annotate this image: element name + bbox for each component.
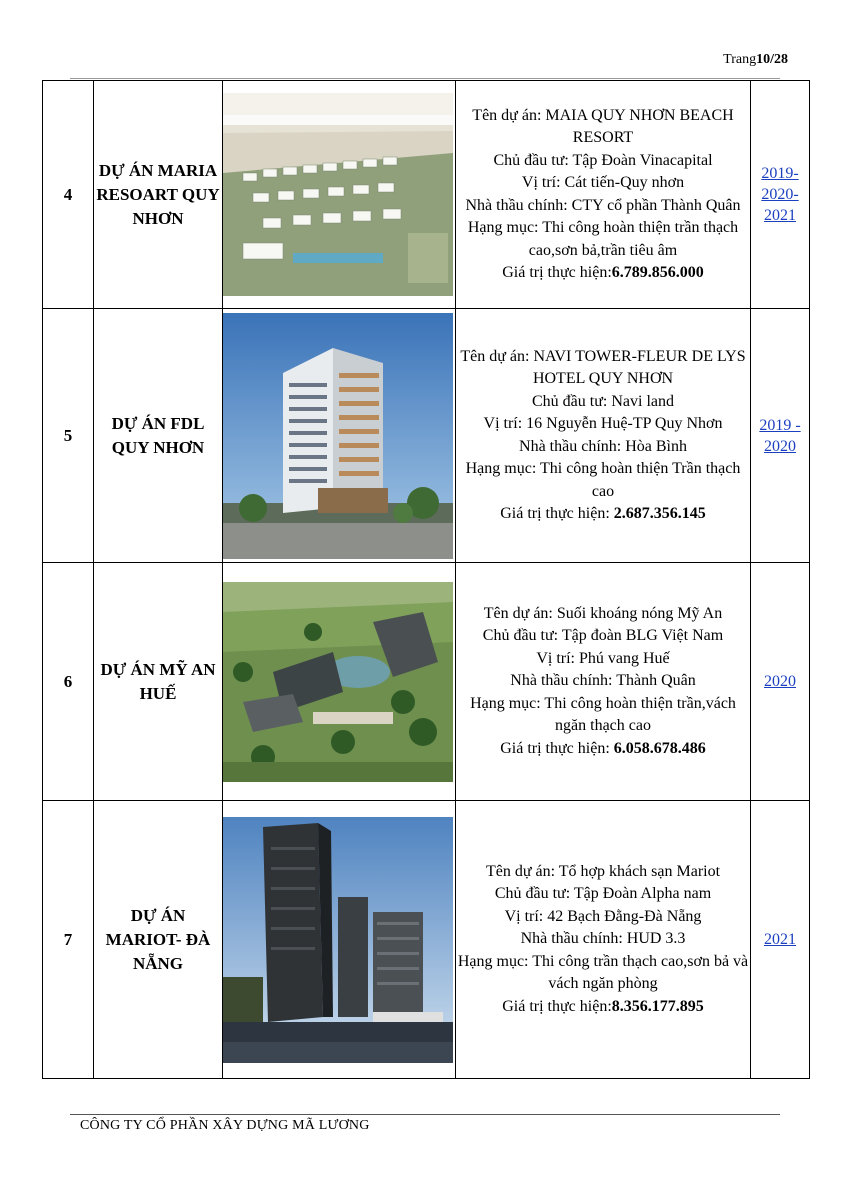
- project-year-link[interactable]: 2019 - 2020: [759, 416, 801, 455]
- project-contractor: Nhà thầu chính: CTY cổ phần Thành Quân: [465, 196, 741, 214]
- project-details: [456, 81, 751, 309]
- page-count: 10/28: [756, 52, 788, 67]
- project-contractor: Nhà thầu chính: Hòa Bình: [519, 437, 687, 455]
- project-scope: Hạng mục: Thi công trần thạch cao,sơn bả và vách ngăn phòng: [457, 952, 749, 993]
- project-value: [456, 503, 750, 526]
- row-number: 5: [43, 309, 94, 563]
- value-amount: 8.356.177.895: [611, 997, 704, 1015]
- project-location: Vị trí: Phú vang Huế: [536, 649, 670, 667]
- project-table: [42, 80, 810, 1079]
- project-investor: Chủ đầu tư: Tập đoàn BLG Việt Nam: [482, 627, 724, 645]
- value-label: Giá trị thực hiện:: [502, 997, 612, 1015]
- project-name: DỰ ÁN MARIA RESOART QUY NHƠN: [94, 81, 223, 309]
- value-amount: 2.687.356.145: [613, 505, 706, 522]
- project-year-cell: [751, 801, 810, 1079]
- project-year-cell: [751, 309, 810, 563]
- project-scope: Hạng mục: Thi công hoàn thiện trần,vách ngăn thạch cao: [470, 694, 736, 735]
- value-label: Giá trị thực hiện:: [500, 739, 614, 757]
- project-contractor: Nhà thầu chính: HUD 3.3: [520, 930, 686, 948]
- project-title: Tên dự án: NAVI TOWER-FLEUR DE LYS HOTEL QUY NHƠN: [460, 347, 746, 387]
- project-year-cell: [751, 81, 810, 309]
- project-year-link[interactable]: 2021: [764, 931, 796, 948]
- project-investor: Chủ đầu tư: Tập Đoàn Vinacapital: [493, 151, 713, 169]
- project-photo-cell: [223, 801, 456, 1079]
- project-title: Tên dự án: MAIA QUY NHƠN BEACH RESORT: [472, 106, 734, 146]
- row-number: 6: [43, 563, 94, 801]
- project-scope: Hạng mục: Thi công hoàn thiện Trần thạch cao: [465, 460, 741, 500]
- hotel-tower-render: [223, 313, 453, 559]
- company-footer: CÔNG TY CỔ PHẦN XÂY DỰNG MÃ LƯƠNG: [80, 1118, 370, 1133]
- project-photo-cell: [223, 309, 456, 563]
- table-row: [43, 801, 810, 1079]
- project-title: Tên dự án: Suối khoáng nóng Mỹ An: [483, 604, 723, 622]
- project-name: DỰ ÁN MỸ AN HUẾ: [94, 563, 223, 801]
- value-label: Giá trị thực hiện:: [500, 505, 614, 522]
- project-details: [456, 563, 751, 801]
- project-name: DỰ ÁN MARIOT- ĐÀ NẴNG: [94, 801, 223, 1079]
- project-location: Vị trí: 16 Nguyễn Huệ-TP Quy Nhơn: [483, 415, 723, 432]
- value-label: Giá trị thực hiện:: [502, 264, 612, 281]
- table-row: [43, 81, 810, 309]
- project-details: [456, 801, 751, 1079]
- project-title: Tên dự án: Tổ hợp khách sạn Mariot: [485, 862, 721, 880]
- project-location: Vị trí: Cát tiến-Quy nhơn: [521, 174, 685, 191]
- resort-aerial-render: [223, 93, 453, 296]
- project-details: [456, 309, 751, 563]
- table-row: [43, 309, 810, 563]
- project-contractor: Nhà thầu chính: Thành Quân: [510, 672, 696, 690]
- project-year-cell: [751, 563, 810, 801]
- riverside-towers-photo: [223, 817, 453, 1063]
- row-number: 7: [43, 801, 94, 1079]
- row-number: 4: [43, 81, 94, 309]
- project-investor: Chủ đầu tư: Navi land: [532, 392, 674, 410]
- page-label: Trang: [723, 52, 757, 67]
- project-value: [456, 262, 750, 285]
- project-photo-cell: [223, 563, 456, 801]
- project-scope: Hạng mục: Thi công hoàn thiện trần thạch cao,sơn bả,trần tiêu âm: [467, 219, 739, 259]
- project-value: [456, 738, 750, 761]
- table-row: [43, 563, 810, 801]
- project-photo-cell: [223, 81, 456, 309]
- project-year-link[interactable]: 2019-2020-2021: [761, 165, 799, 224]
- project-investor: Chủ đầu tư: Tập Đoàn Alpha nam: [494, 885, 712, 903]
- project-location: Vị trí: 42 Bạch Đằng-Đà Nẵng: [504, 907, 702, 925]
- project-value: [456, 996, 750, 1019]
- project-name: DỰ ÁN FDL QUY NHƠN: [94, 309, 223, 563]
- value-amount: 6.058.678.486: [613, 739, 706, 757]
- footer-rule: [70, 1114, 780, 1115]
- project-year-link[interactable]: 2020: [764, 673, 796, 690]
- hot-spring-resort-render: [223, 582, 453, 782]
- value-amount: 6.789.856.000: [611, 264, 704, 281]
- page-number: [723, 52, 788, 68]
- top-rule: [70, 78, 780, 79]
